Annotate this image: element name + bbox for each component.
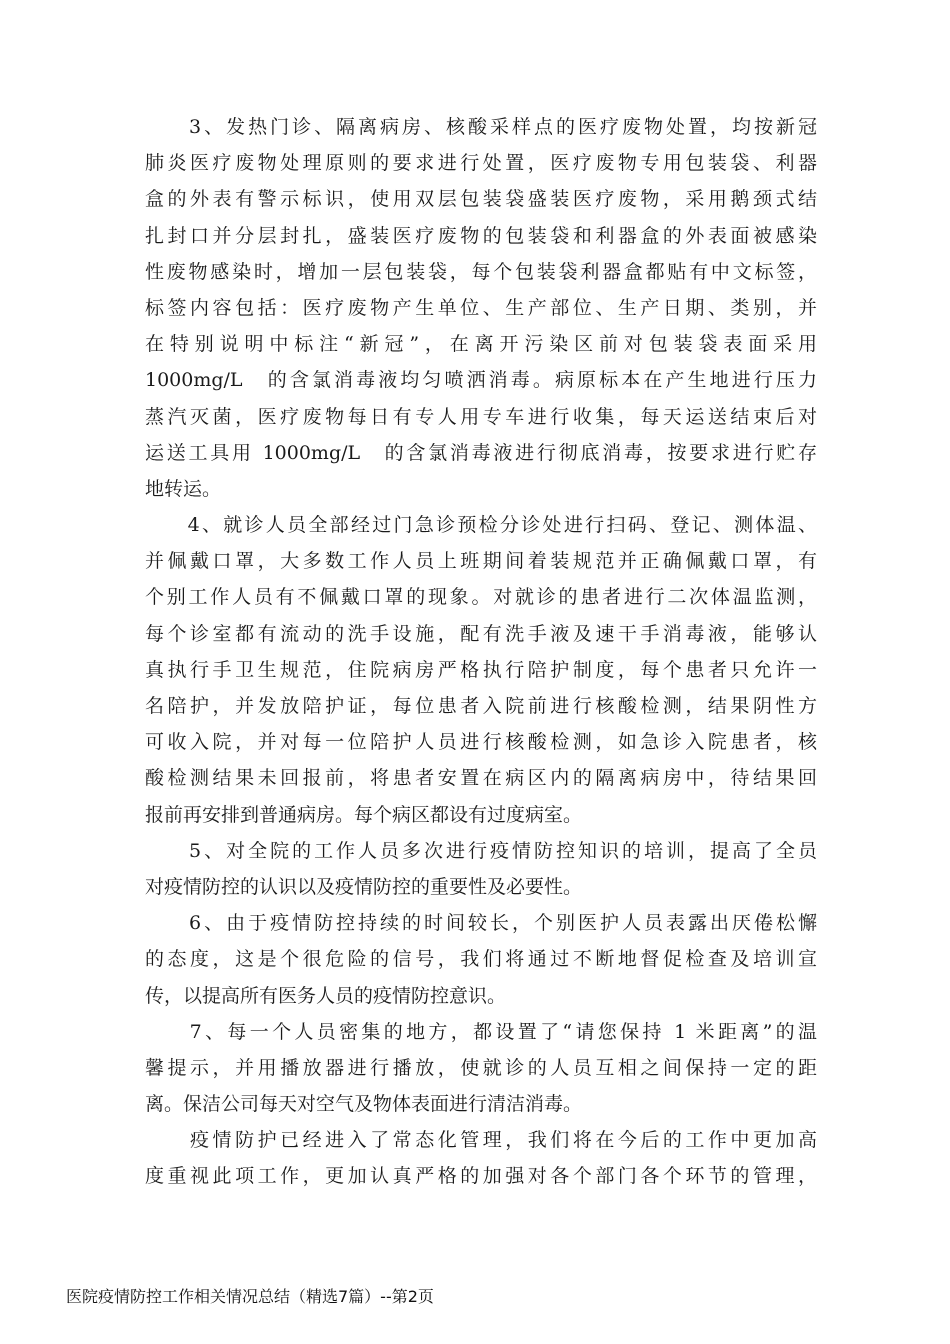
text-line: 酸检测结果未回报前，将患者安置在病区内的隔离病房中，待结果回 xyxy=(145,767,817,790)
paragraph-6-awareness xyxy=(145,905,817,1014)
paragraph-5-training xyxy=(145,833,817,905)
text-line: 可收入院，并对每一位陪护人员进行核酸检测，如急诊入院患者，核 xyxy=(145,731,817,754)
text-line: 离。保洁公司每天对空气及物体表面进行清洁消毒。 xyxy=(145,1093,583,1116)
text-line: 馨提示，并用播放器进行播放，使就诊的人员互相之间保持一定的距 xyxy=(145,1056,817,1079)
text-line: 扎封口并分层封扎，盛装医疗废物的包装袋和利器盒的外表面被感染 xyxy=(145,224,817,247)
text-line: 地转运。 xyxy=(145,477,222,500)
text-line: 7、每一个人员密集的地方，都设置了“请您保持 1 米距离”的温 xyxy=(145,1020,817,1043)
text-line: 标签内容包括：医疗废物产生单位、生产部位、生产日期、类别，并 xyxy=(145,296,817,319)
text-line: 度重视此项工作，更加认真严格的加强对各个部门各个环节的管理， xyxy=(145,1165,817,1188)
document-body xyxy=(145,109,817,1195)
text-line: 的态度，这是个很危险的信号，我们将通过不断地督促检查及培训宣 xyxy=(145,948,817,971)
page-footer: 医院疫情防控工作相关情况总结（精选7篇）--第2页 xyxy=(66,1287,434,1306)
text-line: 1000mg/L 的含氯消毒液均匀喷洒消毒。病原标本在产生地进行压力 xyxy=(145,369,817,392)
text-line: 对疫情防控的认识以及疫情防控的重要性及必要性。 xyxy=(145,875,583,898)
text-line: 6、由于疫情防控持续的时间较长，个别医护人员表露出厌倦松懈 xyxy=(145,912,817,935)
text-line: 肺炎医疗废物处理原则的要求进行处置，医疗废物专用包装袋、利器 xyxy=(145,152,817,175)
text-line: 3、发热门诊、隔离病房、核酸采样点的医疗废物处置，均按新冠 xyxy=(145,116,817,138)
text-line: 疫情防护已经进入了常态化管理，我们将在今后的工作中更加高 xyxy=(145,1129,817,1152)
paragraph-conclusion xyxy=(145,1122,817,1194)
paragraph-7-distancing xyxy=(145,1014,817,1123)
paragraph-3-medical-waste xyxy=(145,109,817,507)
text-line: 4、就诊人员全部经过门急诊预检分诊处进行扫码、登记、测体温、 xyxy=(145,514,817,537)
text-line: 报前再安排到普通病房。每个病区都设有过度病室。 xyxy=(145,803,583,826)
text-line: 名陪护，并发放陪护证，每位患者入院前进行核酸检测，结果阴性方 xyxy=(145,695,817,717)
paragraph-4-patient-screening xyxy=(145,507,817,833)
text-line: 在特别说明中标注“新冠”，在离开污染区前对包装袋表面采用 xyxy=(145,333,817,356)
text-line: 真执行手卫生规范，住院病房严格执行陪护制度，每个患者只允许一 xyxy=(145,658,817,681)
text-line: 性废物感染时，增加一层包装袋，每个包装袋利器盒都贴有中文标签， xyxy=(145,260,817,283)
text-line: 并佩戴口罩，大多数工作人员上班期间着装规范并正确佩戴口罩，有 xyxy=(145,550,817,573)
text-line: 5、对全院的工作人员多次进行疫情防控知识的培训，提高了全员 xyxy=(145,839,817,862)
text-line: 盒的外表有警示标识，使用双层包装袋盛装医疗废物，采用鹅颈式结 xyxy=(145,188,817,211)
text-line: 传，以提高所有医务人员的疫情防控意识。 xyxy=(145,984,507,1007)
text-line: 蒸汽灭菌，医疗废物每日有专人用专车进行收集，每天运送结束后对 xyxy=(145,405,817,428)
text-line: 每个诊室都有流动的洗手设施，配有洗手液及速干手消毒液，能够认 xyxy=(145,622,817,645)
text-line: 个别工作人员有不佩戴口罩的现象。对就诊的患者进行二次体温监测， xyxy=(145,586,817,609)
text-line: 运送工具用 1000mg/L 的含氯消毒液进行彻底消毒，按要求进行贮存 xyxy=(145,441,817,464)
